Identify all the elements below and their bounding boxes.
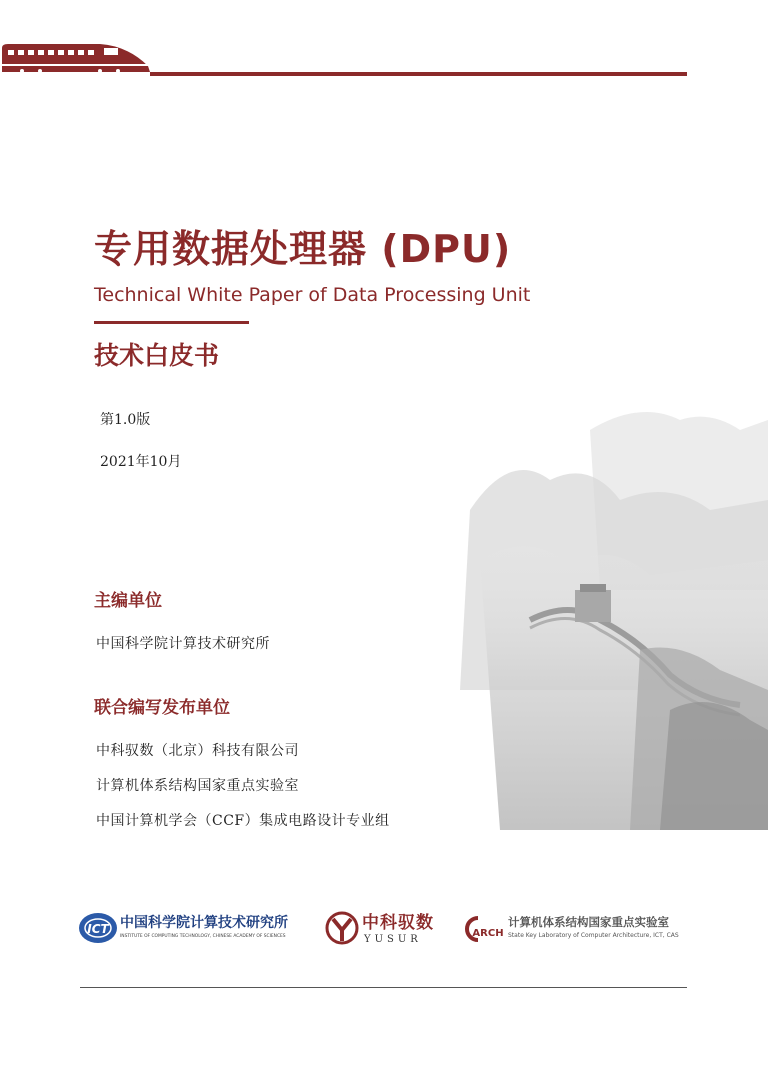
footer-rule: [80, 987, 687, 988]
yusur-logo: [324, 906, 444, 952]
yusur-name-zh: 中科驭数: [362, 913, 434, 933]
header-rule: [150, 72, 687, 76]
ict-name-en: INSTITUTE OF COMPUTING TECHNOLOGY, CHINESE ACADEMY OF SCIENCES: [120, 934, 286, 939]
yusur-emblem-icon: [324, 910, 360, 946]
arch-name-en: State Key Laboratory of Computer Architecture, ICT, CAS: [508, 932, 679, 939]
bullet-train-icon: [0, 40, 152, 74]
co-publisher-org: 计算机体系结构国家重点实验室: [96, 778, 299, 794]
arch-emblem-icon: [462, 914, 506, 944]
document-title-english: Technical White Paper of Data Processing Unit: [94, 284, 531, 306]
document-title: 专用数据处理器 (DPU): [94, 227, 512, 271]
arch-name-zh: 计算机体系结构国家重点实验室: [508, 915, 669, 929]
editor-org: 中国科学院计算技术研究所: [96, 636, 270, 652]
version-label: 第1.0版: [100, 412, 151, 428]
co-publisher-org: 中科驭数（北京）科技有限公司: [96, 743, 299, 759]
document-subtitle: 技术白皮书: [94, 341, 220, 370]
great-wall-illustration: [440, 390, 768, 830]
co-publisher-heading: 联合编写发布单位: [94, 698, 230, 718]
yusur-name-en: YUSUR: [364, 934, 422, 945]
editor-heading: 主编单位: [94, 591, 162, 611]
date-label: 2021年10月: [100, 454, 182, 470]
ict-mark: ICT: [87, 922, 109, 936]
title-divider: [94, 321, 249, 324]
ict-name-zh: 中国科学院计算技术研究所: [120, 915, 288, 931]
co-publisher-org: 中国计算机学会（CCF）集成电路设计专业组: [96, 813, 390, 829]
ict-emblem-icon: [78, 910, 118, 946]
arch-logo: [462, 912, 692, 948]
ict-logo: [78, 908, 298, 950]
arch-mark: ARCH: [472, 928, 504, 939]
